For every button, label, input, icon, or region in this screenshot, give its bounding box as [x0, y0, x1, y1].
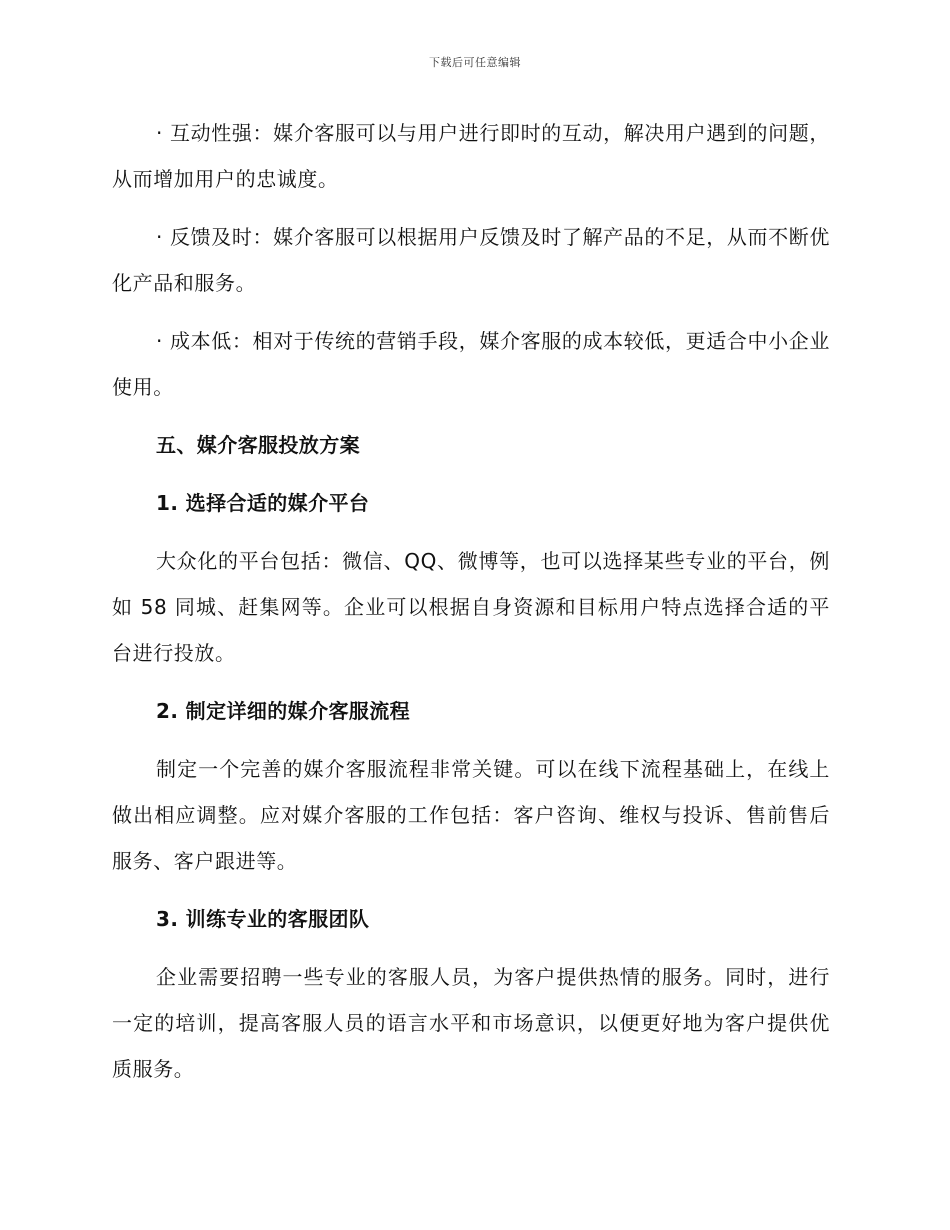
bullet-paragraph-cost: · 成本低：相对于传统的营销手段，媒介客服的成本较低，更适合中小企业使用。	[112, 329, 830, 399]
subsection-body-process: 制定一个完善的媒介客服流程非常关键。可以在线下流程基础上，在线上做出相应调整。应对媒介客服的工作包括：客户咨询、维权与投诉、售前售后服务、客户跟进等。	[112, 757, 830, 873]
subsection-body-team: 企业需要招聘一些专业的客服人员，为客户提供热情的服务。同时，进行一定的培训，提高客服人员的语言水平和市场意识，以便更好地为客户提供优质服务。	[112, 965, 830, 1081]
bullet-paragraph-feedback: · 反馈及时：媒介客服可以根据用户反馈及时了解产品的不足，从而不断优化产品和服务。	[112, 225, 830, 295]
subsection-heading-process: 2. 制定详细的媒介客服流程	[156, 699, 411, 723]
subsection-heading-team: 3. 训练专业的客服团队	[156, 907, 370, 931]
page-header: 下载后可任意编辑	[429, 56, 521, 69]
document-body	[112, 110, 830, 1104]
subsection-body-platform: 大众化的平台包括：微信、QQ、微博等，也可以选择某些专业的平台，例如 58 同城、赶集网等。企业可以根据自身资源和目标用户特点选择合适的平台进行投放。	[112, 549, 830, 665]
section-title: 五、媒介客服投放方案	[156, 433, 360, 457]
bullet-paragraph-interactivity: · 互动性强：媒介客服可以与用户进行即时的互动，解决用户遇到的问题，从而增加用户的忠诚度。	[112, 121, 830, 191]
subsection-heading-platform: 1. 选择合适的媒介平台	[156, 491, 370, 515]
